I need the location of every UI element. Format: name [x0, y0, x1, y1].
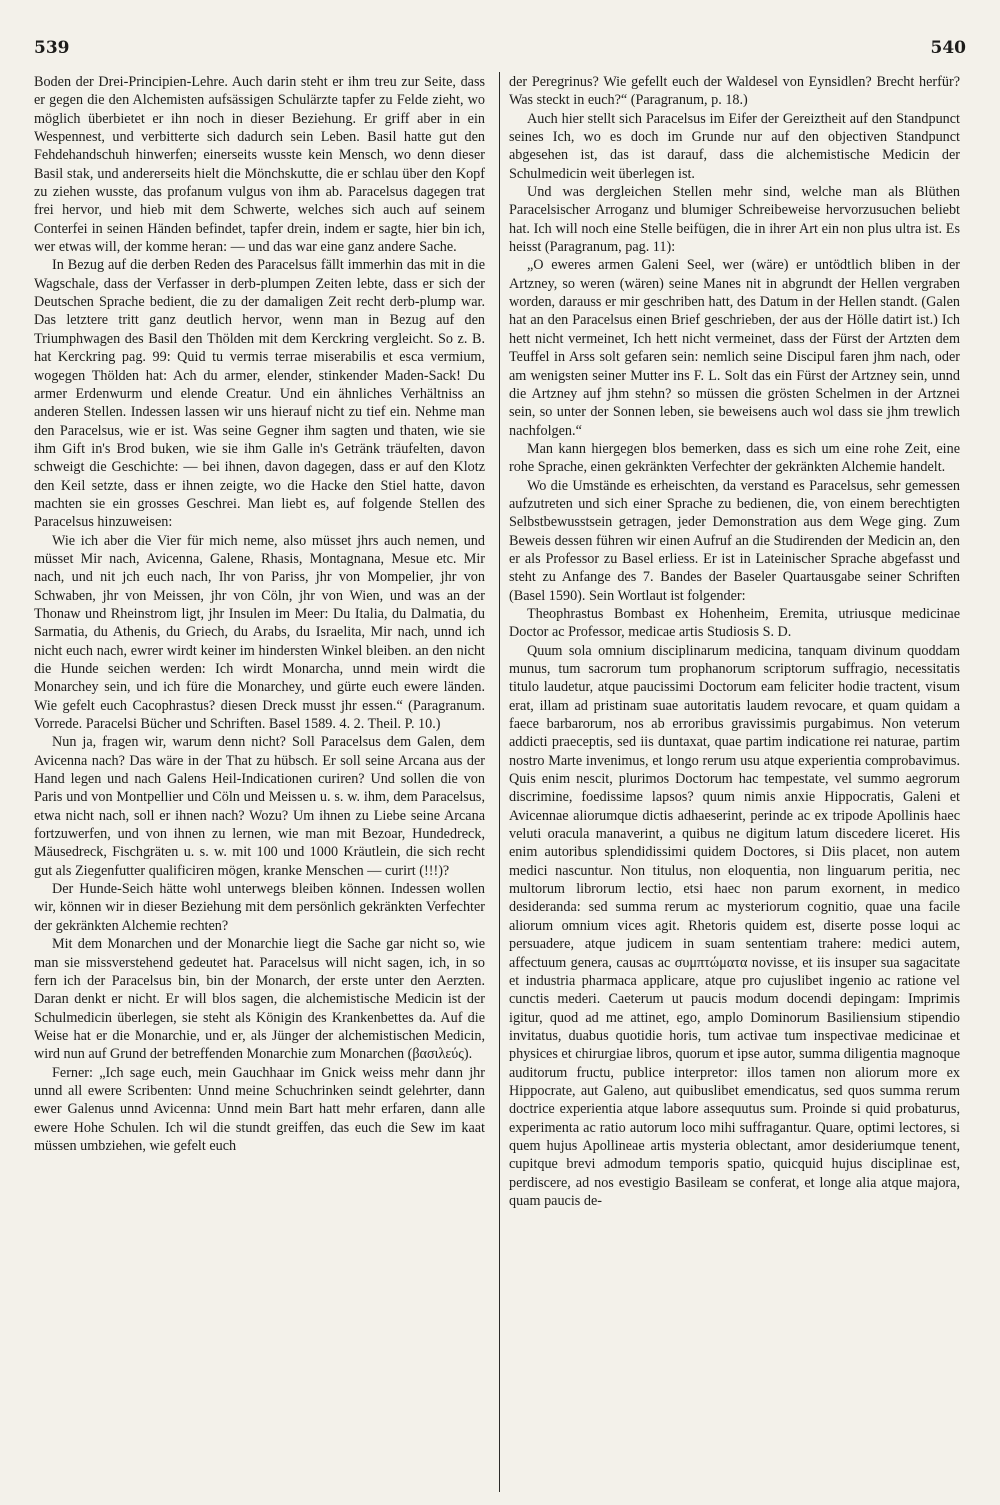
- left-column: [34, 73, 485, 1155]
- paragraph: Und was dergleichen Stellen mehr sind, welche man als Blüthen Paracelsischer Arroganz und blumiger Schreibeweise hervorzusuchen beliebt hat. Ich will noch eine Stelle beifügen, die in ihrer Art ein non plus ultra ist. Es heisst (Paragranum, pag. 11):: [509, 184, 960, 256]
- paragraph: Der Hunde-Seich hätte wohl unterwegs bleiben können. Indessen wollen wir, können wir in dieser Beziehung mit dem persönlich gekränkten Verfechter der gekränkten Alchemie rechten?: [34, 881, 485, 934]
- latin-proclamation: Quum sola omnium disciplinarum medicina, tanquam divinum quoddam munus, tum sacrorum tum prophanorum scriptorum suffragio, necessitatis titulo laudetur, atque paucissimi Doctorum eam feliciter hodie tractent, visum erat, illam ad pristinam suae autoritatis laudem revocare, et quam quidam a faece barbarorum, nos ab erroribus gravissimis purgabimus. Non veterum addicti praeceptis, sed iis duntaxat, quae partim indicatione rei naturae, partim nostro Marte invenimus, et longo rerum usu atque experientia comprobavimus. Quis enim nescit, plurimos Doctorum hac tempestate, vel summo aegrorum discrimine, foedissime lapsos? quum nimis anxie Hippocratis, Galeni et Avicennae aliorumque dictis adhaeserint, perinde ac ex tripode Apollinis haec veluti oracula manaverint, a quibus ne digitum latum discedere liceret. His enim autoribus splendidissimi quidem Doctores, si Diis placet, non autem medici nascuntur. Non titulus, non eloquentia, non linguarum peritia, nec multorum librorum lectio, etsi haec non parum exornent, in medico desideranda: sed summa rerum ac mysteriorum cognitio, quae una facile aliorum omnium vices agit. Rhetoris quidem est, diserte posse loqui ac persuadere, atque judicem in suam sententiam trahere: medici autem, affectuum genera, causas ac συμπτώματα novisse, et iis insuper sua sagacitate et industria pharmaca applicare, atque pro cujuslibet ingenio ac ratione vel cunctis mederi. Caeterum ut paucis modum docendi depingam: Imprimis igitur, quod ad me attinet, ego, amplo Dominorum Basiliensium stipendio invitatus, duabus quotidie horis, tum activae tum inspectivae medicinae et physices et chirurgiae libros, quorum et ipse autor, summa diligentia magnoque auditorum fructu, publice interpretor: illos tamen non aliorum more ex Hippocrate, aut Galeno, aut quibuslibet emendicatus, sed quos summa rerum doctrice experientia atque labore assequutus sum. Proinde si quid probaturus, experimenta ac ratio autorum loco mihi suffragantur. Quare, optimi lectores, si quem hujus Apollineae artis mysteria oblectant, amor desideriumque tenent, cupitque brevi admodum temporis spatio, quicquid hujus disciplinae est, perdiscere, ad nos evestigio Basileam se conferat, et longe alia atque majora, quam paucis de-: [509, 642, 960, 1209]
- paragraph: Auch hier stellt sich Paracelsus im Eifer der Gereiztheit auf den Standpunct seines Ich, wo es doch im Grunde nur auf den objectiven Standpunct abgesehen ist, das ist darauf, dass die alchemistische Medicin der Schulmedicin weit überlegen ist.: [509, 110, 960, 182]
- paragraph: Nun ja, fragen wir, warum denn nicht? Soll Paracelsus dem Galen, dem Avicenna nach? Das wäre in der That zu hübsch. Er soll seine Arcana aus der Hand legen und nach Galens Heil-Indicationen curiren? Und sollen die von Paris und von Montpellier und Cöln und Meissen u. s. w. ihm, dem Paracelsus, etwa nicht nach, soll er ihnen nach? Wozu? Um ihnen zu Liebe seine Arcana fortzuwerfen, und von ihnen zu lernen, wie man mit Bezoar, Hundedreck, Mäusedreck, Fischgräten u. s. w. mit 100 und 1000 Kräutlein, die sich recht gut als Ziegenfutter qualificiren mögen, kranke Menschen — curirt (!!!)?: [34, 734, 485, 879]
- page-number-right: 540: [930, 38, 966, 58]
- paragraph: Mit dem Monarchen und der Monarchie liegt die Sache gar nicht so, wie man sie missverstehend gedeutet hat. Paracelsus will nicht sagen, ich, in so fern ich der Paracelsus bin, bin der Monarch, der erste unter den Aerzten. Daran denkt er nicht. Er will blos sagen, die alchemistische Medicin ist der Schulmedicin überlegen, sie steht als Königin des Krankenbettes da. Auf die Weise hat er die Monarchie, und er, als Jünger der alchemistischen Medicin, wird nun auf Grund der betreffenden Monarchie zum Monarchen (βασιλεύς).: [34, 936, 485, 1063]
- quote-paragraph: „O eweres armen Galeni Seel, wer (wäre) er untödtlich bliben in der Artzney, so weren (wären) seine Manes nit in abgrundt der Hellen vergraben worden, darauss er mir geschriben hatt, des Datum in der Hellen standt. (Galen hat an den Paracelsus einen Brief geschrieben, der aus der Hölle datirt ist.) Ich hett nicht vermeinet, Ich hett nicht vermeinet, dass der Fürst der Artzten dem Teuffel in Arss solt gefaren sein: nemlich seine Discipul faren jhm nach, oder am wenigsten seiner Mutter ins F. L. Solt das ein Fürst der Artzney sein, unnd die Artzney auf jhm stehn? so müssen die grösten Schelmen in der Artznei sein, so unter der Sonnen leben, sie beweisens auch wol dass sie jhm trewlich nachfolgen.“: [509, 257, 960, 439]
- paragraph: Boden der Drei-Principien-Lehre. Auch darin steht er ihm treu zur Seite, dass er gegen die den Alchemisten aufsässigen Schulärzte tapfer zu Felde zieht, wo möglich überbietet er ihn noch in dieser Beziehung. Er griff aber in ein Wespennest, und verbitterte sich dadurch sein Leben. Basil hatte gut den Fehdehandschuh hinwerfen; einerseits wusste kein Mensch, wo denn dieser Basil stak, und andererseits hielt die Mönchskutte, die er schlau über den Kopf zu ziehen wusste, das profanum vulgus von ihm ab. Paracelsus dagegen trat frei hervor, und hieb mit dem Schwerte, welches sich auch auf seinem Conterfei in seinen Händen befindet, tapfer drein, indem er sagte, hier bin ich, wer etwas will, der komme heran: — und das war eine ganz andere Sache.: [34, 74, 485, 256]
- paragraph: Man kann hiergegen blos bemerken, dass es sich um eine rohe Zeit, eine rohe Sprache, einen gekränkten Verfechter der gekränkten Alchemie handelt.: [509, 440, 960, 476]
- page-number-left: 539: [34, 38, 70, 58]
- quote-paragraph: Wie ich aber die Vier für mich neme, also müsset jhrs auch nemen, und müsset Mir nach, Avicenna, Galene, Rhasis, Montagnana, Mesue etc. Mir nach, und nit jch euch nach, Ihr von Pariss, jhr von Mompelier, jhr von Schwaben, jhr von Meissen, jhr von Cöln, jhr von Wien, und was an der Thonaw und Rheinstrom ligt, jhr Insulen im Meer: Du Italia, du Dalmatia, du Sarmatia, du Athenis, du Griech, du Arabs, du Israelita, Mir nach, unnd ich nicht euch nach, ewrer wirdt keiner im hindersten Winkel bleiben. an den nicht die Hunde seichen werden: Ich wirdt Monarcha, unnd mein wirdt die Monarchey sein, und ich füre die Monarchey, und gürte euch ewere länden. Wie gefelt euch Cacophrastus? diesen Dreck musst jhr essen.“ (Paragranum. Vorrede. Paracelsi Bücher und Schriften. Basel 1589. 4. 2. Theil. P. 10.): [34, 532, 485, 733]
- paragraph: Ferner: „Ich sage euch, mein Gauchhaar im Gnick weiss mehr dann jhr unnd all ewere Scribenten: Unnd meine Schuchrinken seindt gelehrter, dann ewer Galenus unnd Avicenna: Unnd mein Bart hatt mehr erfaren, dann alle ewere Hohe Schulen. Ich wil die stundt greiffen, das euch die Sew im kaat müssen umbziehen, wie gefelt euch: [34, 1064, 485, 1154]
- right-column: [509, 73, 960, 1210]
- paragraph: Wo die Umstände es erheischten, da verstand es Paracelsus, sehr gemessen aufzutreten und sich einer Sprache zu bedienen, die, von einem berechtigten Selbstbewusstsein getragen, jeder Demonstration aus dem Wege ging. Zum Beweis dessen führen wir einen Aufruf an die Studirenden der Medicin an, den er als Professor zu Basel erliess. Er ist in Lateinischer Sprache abgefasst und steht zu Anfange des 7. Bandes der Baseler Quartausgabe seiner Schriften (Basel 1590). Sein Wortlaut ist folgender:: [509, 477, 960, 604]
- paragraph: der Peregrinus? Wie gefellt euch der Waldesel von Eynsidlen? Brecht herfür? Was steckt in euch?“ (Paragranum, p. 18.): [509, 74, 960, 109]
- latin-salutation: Theophrastus Bombast ex Hohenheim, Eremita, utriusque medicinae Doctor ac Professor, medicae artis Studiosis S. D.: [509, 605, 960, 641]
- column-divider: [499, 72, 500, 1492]
- paragraph: In Bezug auf die derben Reden des Paracelsus fällt immerhin das mit in die Wagschale, dass der Verfasser in derb-plumpen Zeiten lebte, dass er sich der Deutschen Sprache bedient, die zu der damaligen Zeit recht derb-plump war. Das letztere tritt ganz deutlich hervor, wenn man in Bezug auf den Triumphwagen des Basil den Thölden mit dem Kerckring vergleicht. So z. B. hat Kerckring pag. 99: Quid tu vermis terrae miserabilis et esca vermium, wogegen Thölden hat: Ach du armer, elender, stinkender Maden-Sack! Du armer Erdenwurm und elende Creatur. Und ein ähnliches Verhältniss an anderen Stellen. Indessen lassen wir uns hierauf nicht zu tief ein. Nehme man den Paracelsus, wie er ist. Was seine Gegner ihm sagten und thaten, wie sie ihm Gift in's Brod buken, wie sie ihm Galle in's Getränk träufelten, davon schweigt die Geschichte: — bei ihnen, davon dagegen, dass er auf den Klotz den Keil setzte, dass er ihnen zeigte, wo die Hacke den Stiel hatte, davon machten sie ein grosses Geschrei. Man liebt es, auf folgende Stellen des Paracelsus hinzuweisen:: [34, 257, 485, 531]
